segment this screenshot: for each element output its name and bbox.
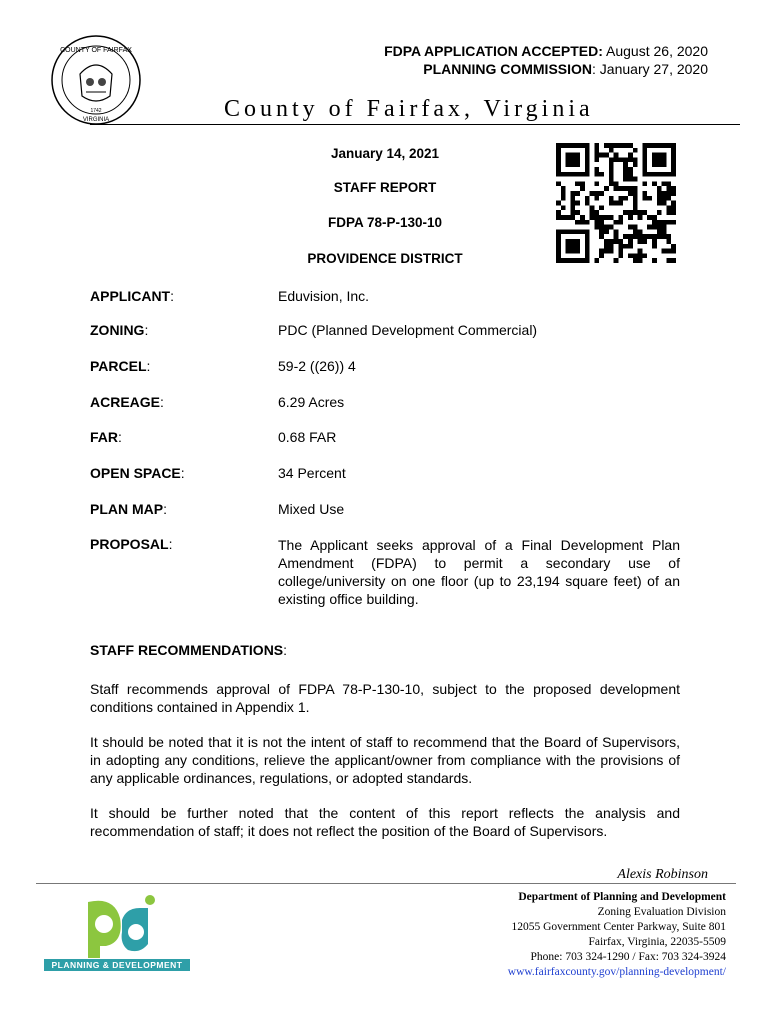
logo-band: PLANNING & DEVELOPMENT [44, 959, 190, 971]
phone-fax: Phone: 703 324-1290 / Fax: 703 324-3924 [530, 951, 726, 963]
fdpa-accepted-label: FDPA APPLICATION ACCEPTED: [384, 43, 603, 59]
field-label-far: FAR: [90, 429, 122, 445]
field-value-applicant: Eduvision, Inc. [278, 288, 370, 304]
field-value-parcel: 59-2 ((26)) 4 [278, 358, 356, 374]
recommendations-heading: STAFF RECOMMENDATIONS: [90, 642, 288, 658]
district: PROVIDENCE DISTRICT [307, 251, 463, 266]
report-date: January 14, 2021 [330, 146, 440, 161]
county-title: County of Fairfax, Virginia [224, 96, 594, 122]
field-label-open-space: OPEN SPACE: [90, 465, 185, 481]
website-link[interactable]: www.fairfaxcounty.gov/planning-development/ [507, 966, 726, 978]
footer-contact [508, 890, 726, 980]
signature: Alexis Robinson [617, 867, 708, 882]
planning-commission-label: PLANNING COMMISSION [423, 61, 593, 77]
field-value-acreage: 6.29 Acres [278, 394, 345, 410]
field-label-acreage: ACREAGE: [90, 394, 164, 410]
street-address: 12055 Government Center Parkway, Suite 801 [511, 921, 726, 933]
planning-commission-date: : January 27, 2020 [592, 61, 708, 77]
seal-text-bottom: VIRGINIA [82, 117, 110, 123]
further-noted-paragraph: It should be further noted that the content of this report reflects the analysis and recommendation of staff; it does not reflect the position of the Board of Supervisors. [90, 805, 680, 839]
field-label-proposal: PROPOSAL: [90, 536, 173, 552]
field-value-far: 0.68 FAR [278, 429, 337, 445]
header-dates [384, 42, 708, 78]
header-divider [90, 124, 740, 125]
noted-paragraph: It should be noted that it is not the intent of staff to recommend that the Board of Supervisors, in adopting any conditions, relieve the applicant/owner from compliance with the provisions of any applicable ordinances, regulations, or adopted standards. [90, 734, 680, 786]
field-label-parcel: PARCEL: [90, 358, 151, 374]
field-value-zoning: PDC (Planned Development Commercial) [278, 322, 538, 338]
field-label-plan-map: PLAN MAP: [90, 501, 168, 517]
field-label-zoning: ZONING: [90, 322, 149, 338]
field-label-applicant: APPLICANT: [90, 288, 175, 304]
recommendation-paragraph: Staff recommends approval of FDPA 78-P-130-10, subject to the proposed development conditions contained in Appendix 1. [90, 681, 680, 715]
county-seal [50, 34, 142, 126]
field-value-open-space: 34 Percent [278, 465, 346, 481]
fdpa-accepted-date: August 26, 2020 [606, 43, 708, 59]
case-number: FDPA 78-P-130-10 [327, 215, 443, 230]
field-value-proposal: The Applicant seeks approval of a Final Development Plan Amendment (FDPA) to permit a secondary use of college/university on one floor (up to 23,194 square feet) of an existing office building. [278, 537, 680, 607]
seal-text-top: COUNTY OF FAIRFAX [60, 47, 132, 54]
field-value-plan-map: Mixed Use [278, 501, 345, 517]
qr-code [556, 143, 676, 263]
division-name: Zoning Evaluation Division [597, 906, 726, 918]
footer-divider [36, 883, 736, 884]
department-name: Department of Planning and Development [518, 891, 726, 903]
report-type: STAFF REPORT [333, 180, 437, 195]
city-address: Fairfax, Virginia, 22035-5509 [588, 936, 726, 948]
seal-year: 1742 [90, 108, 102, 114]
